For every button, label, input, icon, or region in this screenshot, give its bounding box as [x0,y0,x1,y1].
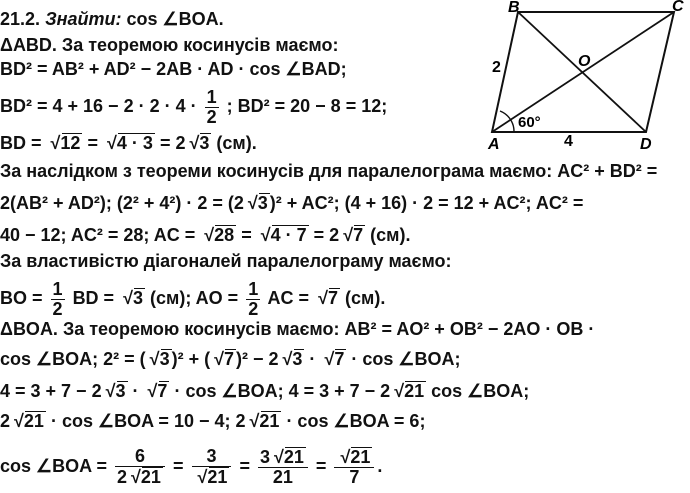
sqrt: √ 3 [200,133,211,153]
line-triangle-boa: ΔBOA. За теоремою косинусів маємо: AB² = AO² + OB² − 2AO · OB · [0,319,595,339]
sqrt: √ 7 [335,349,346,369]
fraction-sqrt21-over-7 [334,447,374,487]
text: 2 [0,411,11,431]
sqrt: √ 7 [354,225,365,245]
text: BD² = 4 + 16 − 2 · 2 · 4 · [0,96,197,117]
equals: = [172,456,184,476]
line-triangle-abd: ΔABD. За теоремою косинусів маємо: [0,35,339,55]
denominator: 21 [272,467,293,488]
fraction-3sqrt21-over-21 [258,447,308,487]
sqrt: √ 21 [25,411,46,431]
side-ad-length: 4 [564,133,573,150]
text: )² − 2 [235,349,279,369]
line-bd-value [0,132,257,154]
line-cosine-law-bd: BD² = AB² + AD² − 2AB · AD · cos ∠BAD; [0,59,347,79]
sqrt: √ 12 [62,133,83,153]
find-label: Знайти: [45,9,122,29]
text: 40 − 12; AC² = 28; AC = [0,225,196,245]
numerator: 3 [192,447,232,467]
line-cos-boa-eq1 [0,348,461,370]
text: · cos ∠BOA = 6; [286,411,426,431]
vertex-c: C [672,0,684,15]
numerator [334,447,374,468]
text: = 2 [159,133,186,153]
text: BD = [0,133,42,153]
sqrt: √ 4 · 3 [118,133,155,153]
text: · cos ∠BOA; [351,349,461,369]
sqrt: √ 21 [285,447,306,467]
equals: = [239,456,250,476]
line-parallelogram-corollary: За наслідком з теореми косинусів для паралелограма маємо: AC² + BD² = [0,161,658,181]
text: · cos ∠BOA = 10 − 4; 2 [50,411,246,431]
text: 2 [117,467,128,488]
text: = [87,133,98,153]
problem-header [0,8,224,30]
text: 2(AB² + AD²); (2² + 4²) · 2 = (2 [0,193,244,213]
denominator [192,467,232,487]
text: = [241,225,252,245]
angle-label: 60° [518,114,541,131]
line-cos-boa-eq2 [0,380,529,402]
parallelogram-figure [478,0,690,150]
vertex-o: O [578,53,591,70]
text: BD = [72,288,115,309]
line-ac-squared [0,192,583,214]
text: · [132,381,139,401]
denominator: 2 [206,106,217,127]
text: cos ∠BOA; 2² = ( [0,349,146,369]
denominator: 2 [52,298,63,319]
side-ab-length: 2 [492,59,501,76]
text: 4 = 3 + 7 − 2 [0,381,102,401]
denominator: 7 [349,467,360,488]
vertex-d: D [640,136,652,150]
line-cos-boa-eq3 [0,410,425,432]
text: · [309,349,316,369]
text: (см). [216,133,257,153]
sqrt: √ 3 [117,381,128,401]
sqrt: √ 3 [161,349,172,369]
text: )² + ( [171,349,211,369]
text: (см). [345,288,386,309]
text: )² + AC²; (4 + 16) · 2 = 12 + AC²; AC² = [269,193,584,213]
fraction-half [205,88,219,127]
text: BO = [0,288,43,309]
text: (см); AO = [150,288,239,309]
sqrt: √ 3 [259,193,270,213]
numerator: 1 [248,279,259,299]
line-bd-squared [0,88,387,127]
sqrt: √ 21 [351,447,372,467]
sqrt: √ 7 [329,288,340,308]
vertex-b: B [508,0,520,16]
numerator: 1 [206,87,217,107]
line-diagonal-property: За властивістю діагоналей паралелограму маємо: [0,251,452,271]
sqrt: √ 4 · 7 [272,225,309,245]
fraction-6-over-2sqrt21 [115,447,165,487]
text: cos ∠BOA; [431,381,530,401]
sqrt: √ 7 [225,349,236,369]
sqrt: √ 28 [215,225,236,245]
sqrt: √ 21 [209,467,230,487]
numerator: 1 [52,279,63,299]
equals: = [315,456,327,476]
text: · cos ∠BOA; 4 = 3 + 7 − 2 [174,381,391,401]
problem-number: 21.2. [0,9,41,29]
period: . [377,456,383,476]
fraction-half [246,280,260,319]
sqrt: √ 7 [159,381,170,401]
text: 3 [259,447,270,468]
sqrt: √ 3 [294,349,305,369]
find-expression: cos ∠BOA. [126,9,224,29]
sqrt: √ 3 [134,288,145,308]
text: = 2 [313,225,340,245]
numerator: 6 [115,447,165,467]
sqrt: √ 21 [405,381,426,401]
text: AC = [267,288,310,309]
numerator [258,447,308,468]
text: (см). [370,225,411,245]
text: cos ∠BOA = [0,456,107,476]
fraction-3-over-sqrt21 [192,447,232,487]
line-cos-boa-result [0,444,382,488]
text: ; BD² = 20 − 8 = 12; [226,96,388,117]
line-bo-ao [0,280,385,319]
fraction-half [51,280,65,319]
sqrt: √ 21 [142,467,163,487]
sqrt: √ 21 [261,411,282,431]
vertex-a: A [488,136,500,150]
denominator: 2 [248,298,259,319]
denominator [115,467,165,487]
line-ac-value [0,224,410,246]
